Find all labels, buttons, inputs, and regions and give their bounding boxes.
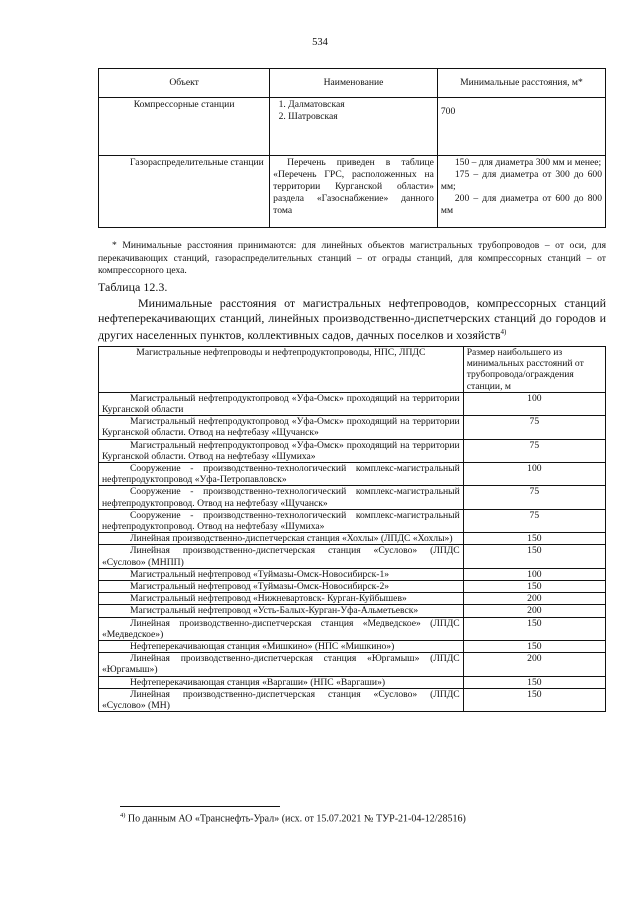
pipeline-name-cell: Сооружение - производственно-технологический комплекс-магистральный нефтепродуктопровод «Уфа-Петропавловск»	[99, 463, 464, 486]
distance-cell: 150	[463, 545, 605, 568]
table-row	[99, 593, 606, 605]
table-row	[99, 641, 606, 653]
table-row	[99, 581, 606, 593]
table-row	[99, 568, 606, 580]
table-note: * Минимальные расстояния принимаются: для линейных объектов магистральных трубопроводов – от оси, для перекачивающих станций, газораспределительных станций – от ограды станций, для компрессорных станций – от компрессорного цеха.	[98, 240, 606, 276]
distance-value: 200 – для диаметра от 600 до 800 мм	[440, 193, 602, 216]
distance-cell: 200	[463, 605, 605, 617]
list-item: 1. Далматовская	[288, 99, 434, 111]
table-row	[99, 463, 606, 486]
names-cell: Перечень приведен в таблице «Перечень ГРС, расположенных на территории Курганской области» раздела «Газоснабжение» данного тома	[270, 156, 438, 228]
table-row	[99, 676, 606, 688]
table-caption	[98, 296, 606, 343]
pipeline-name-cell: Магистральный нефтепродуктопровод «Уфа-Омск» проходящий на территории Курганской области	[99, 392, 464, 415]
table-row	[99, 486, 606, 509]
distance-cell: 100	[463, 463, 605, 486]
names-cell	[270, 98, 438, 156]
table-row	[99, 688, 606, 711]
distances-table-1	[98, 68, 606, 228]
column-header-pipeline: Магистральные нефтепроводы и нефтепродуктопроводы, НПС, ЛПДС	[99, 347, 464, 393]
distance-cell: 150	[463, 581, 605, 593]
pipeline-name-cell: Магистральный нефтепровод «Нижневартовск- Курган-Куйбышев»	[99, 593, 464, 605]
column-header-object: Объект	[99, 69, 270, 98]
pipeline-name-cell: Сооружение - производственно-технологический комплекс-магистральный нефтепродуктопровод. Отвод на нефтебазу «Щучанск»	[99, 486, 464, 509]
footnote-text: По данным АО «Транснефть-Урал» (исх. от 15.07.2021 № ТУР-21-04-12/28516)	[127, 813, 466, 825]
list-item: 2. Шатровская	[288, 111, 434, 123]
distance-cell: 200	[463, 593, 605, 605]
pipeline-name-cell: Сооружение - производственно-технологический комплекс-магистральный нефтепродуктопровод. Отвод на нефтебазу «Шумиха»	[99, 509, 464, 532]
pipeline-name-cell: Линейная производственно-диспетчерская станция «Медведское» (ЛПДС «Медведское»)	[99, 617, 464, 640]
page-number: 534	[312, 37, 328, 48]
table-row	[99, 545, 606, 568]
pipeline-name-cell: Линейная производственно-диспетчерская станция «Суслово» (ЛПДС «Суслово» (МНПП)	[99, 545, 464, 568]
table-row	[99, 98, 606, 156]
table-row	[99, 392, 606, 415]
object-cell: Газораспределительные станции	[99, 156, 270, 228]
footnote-mark: 4)	[120, 812, 126, 819]
table-body	[99, 392, 606, 711]
distance-value: 175 – для диаметра от 300 до 600 мм;	[440, 169, 602, 192]
column-header-name: Наименование	[270, 69, 438, 98]
distance-cell: 150	[463, 676, 605, 688]
table-row	[99, 509, 606, 532]
table-row	[99, 156, 606, 228]
distance-value: 700	[440, 106, 456, 117]
table-row	[99, 617, 606, 640]
pipeline-name-cell: Магистральный нефтепровод «Усть-Балых-Курган-Уфа-Альметьевск»	[99, 605, 464, 617]
distances-table-2	[98, 346, 606, 712]
distance-cell: 150	[463, 617, 605, 640]
names-list	[273, 99, 434, 123]
distance-cell: 75	[463, 439, 605, 462]
pipeline-name-cell: Линейная производственно-диспетчерская станция «Суслово» (ЛПДС «Суслово» (МН)	[99, 688, 464, 711]
column-header-distance: Минимальные расстояния, м*	[437, 69, 605, 98]
distance-cell: 100	[463, 392, 605, 415]
pipeline-name-cell: Магистральный нефтепродуктопровод «Уфа-Омск» проходящий на территории Курганской области. Отвод на нефтебазу «Шумиха»	[99, 439, 464, 462]
footnote	[120, 812, 466, 824]
distance-cell	[437, 156, 605, 228]
pipeline-name-cell: Линейная производственно-диспетчерская станция «Хохлы» (ЛПДС «Хохлы»)	[99, 533, 464, 545]
table-header-row	[99, 347, 606, 393]
table-row	[99, 439, 606, 462]
table-row	[99, 605, 606, 617]
caption-footnote-ref: 4)	[500, 328, 507, 336]
pipeline-name-cell: Нефтеперекачивающая станция «Варгаши» (НПС «Варгаши»)	[99, 676, 464, 688]
pipeline-name-cell: Магистральный нефтепровод «Туймазы-Омск-Новосибирск-1»	[99, 568, 464, 580]
distance-cell: 75	[463, 509, 605, 532]
table-row	[99, 416, 606, 439]
pipeline-name-cell: Магистральный нефтепродуктопровод «Уфа-Омск» проходящий на территории Курганской области. Отвод на нефтебазу «Щучанск»	[99, 416, 464, 439]
table-row	[99, 653, 606, 676]
footnote-divider	[120, 806, 280, 807]
distance-cell: 150	[463, 688, 605, 711]
distance-cell: 150	[463, 641, 605, 653]
distance-value: 150 – для диаметра 300 мм и менее;	[454, 157, 602, 168]
distance-cell: 75	[463, 486, 605, 509]
distance-cell	[437, 98, 605, 156]
distance-cell: 150	[463, 533, 605, 545]
object-cell: Компрессорные станции	[99, 98, 270, 156]
pipeline-name-cell: Нефтеперекачивающая станция «Мишкино» (НПС «Мишкино»)	[99, 641, 464, 653]
caption-text: Минимальные расстояния от магистральных нефтепроводов, компрессорных станций нефтеперекачивающих станций, линейных производственно-диспетчерских станций до городов и других населенных пунктов, коллективных садов, дачных поселков и хозяйств	[98, 296, 606, 342]
column-header-distance: Размер наибольшего из минимальных расстояний от трубопровода/ограждения станции, м	[463, 347, 605, 393]
pipeline-name-cell: Линейная производственно-диспетчерская станция «Юргамыш» (ЛПДС «Юргамыш»)	[99, 653, 464, 676]
distance-cell: 200	[463, 653, 605, 676]
pipeline-name-cell: Магистральный нефтепровод «Туймазы-Омск-Новосибирск-2»	[99, 581, 464, 593]
table-label: Таблица 12.3.	[98, 280, 168, 294]
distance-cell: 100	[463, 568, 605, 580]
table-header-row	[99, 69, 606, 98]
distance-cell: 75	[463, 416, 605, 439]
table-row	[99, 533, 606, 545]
